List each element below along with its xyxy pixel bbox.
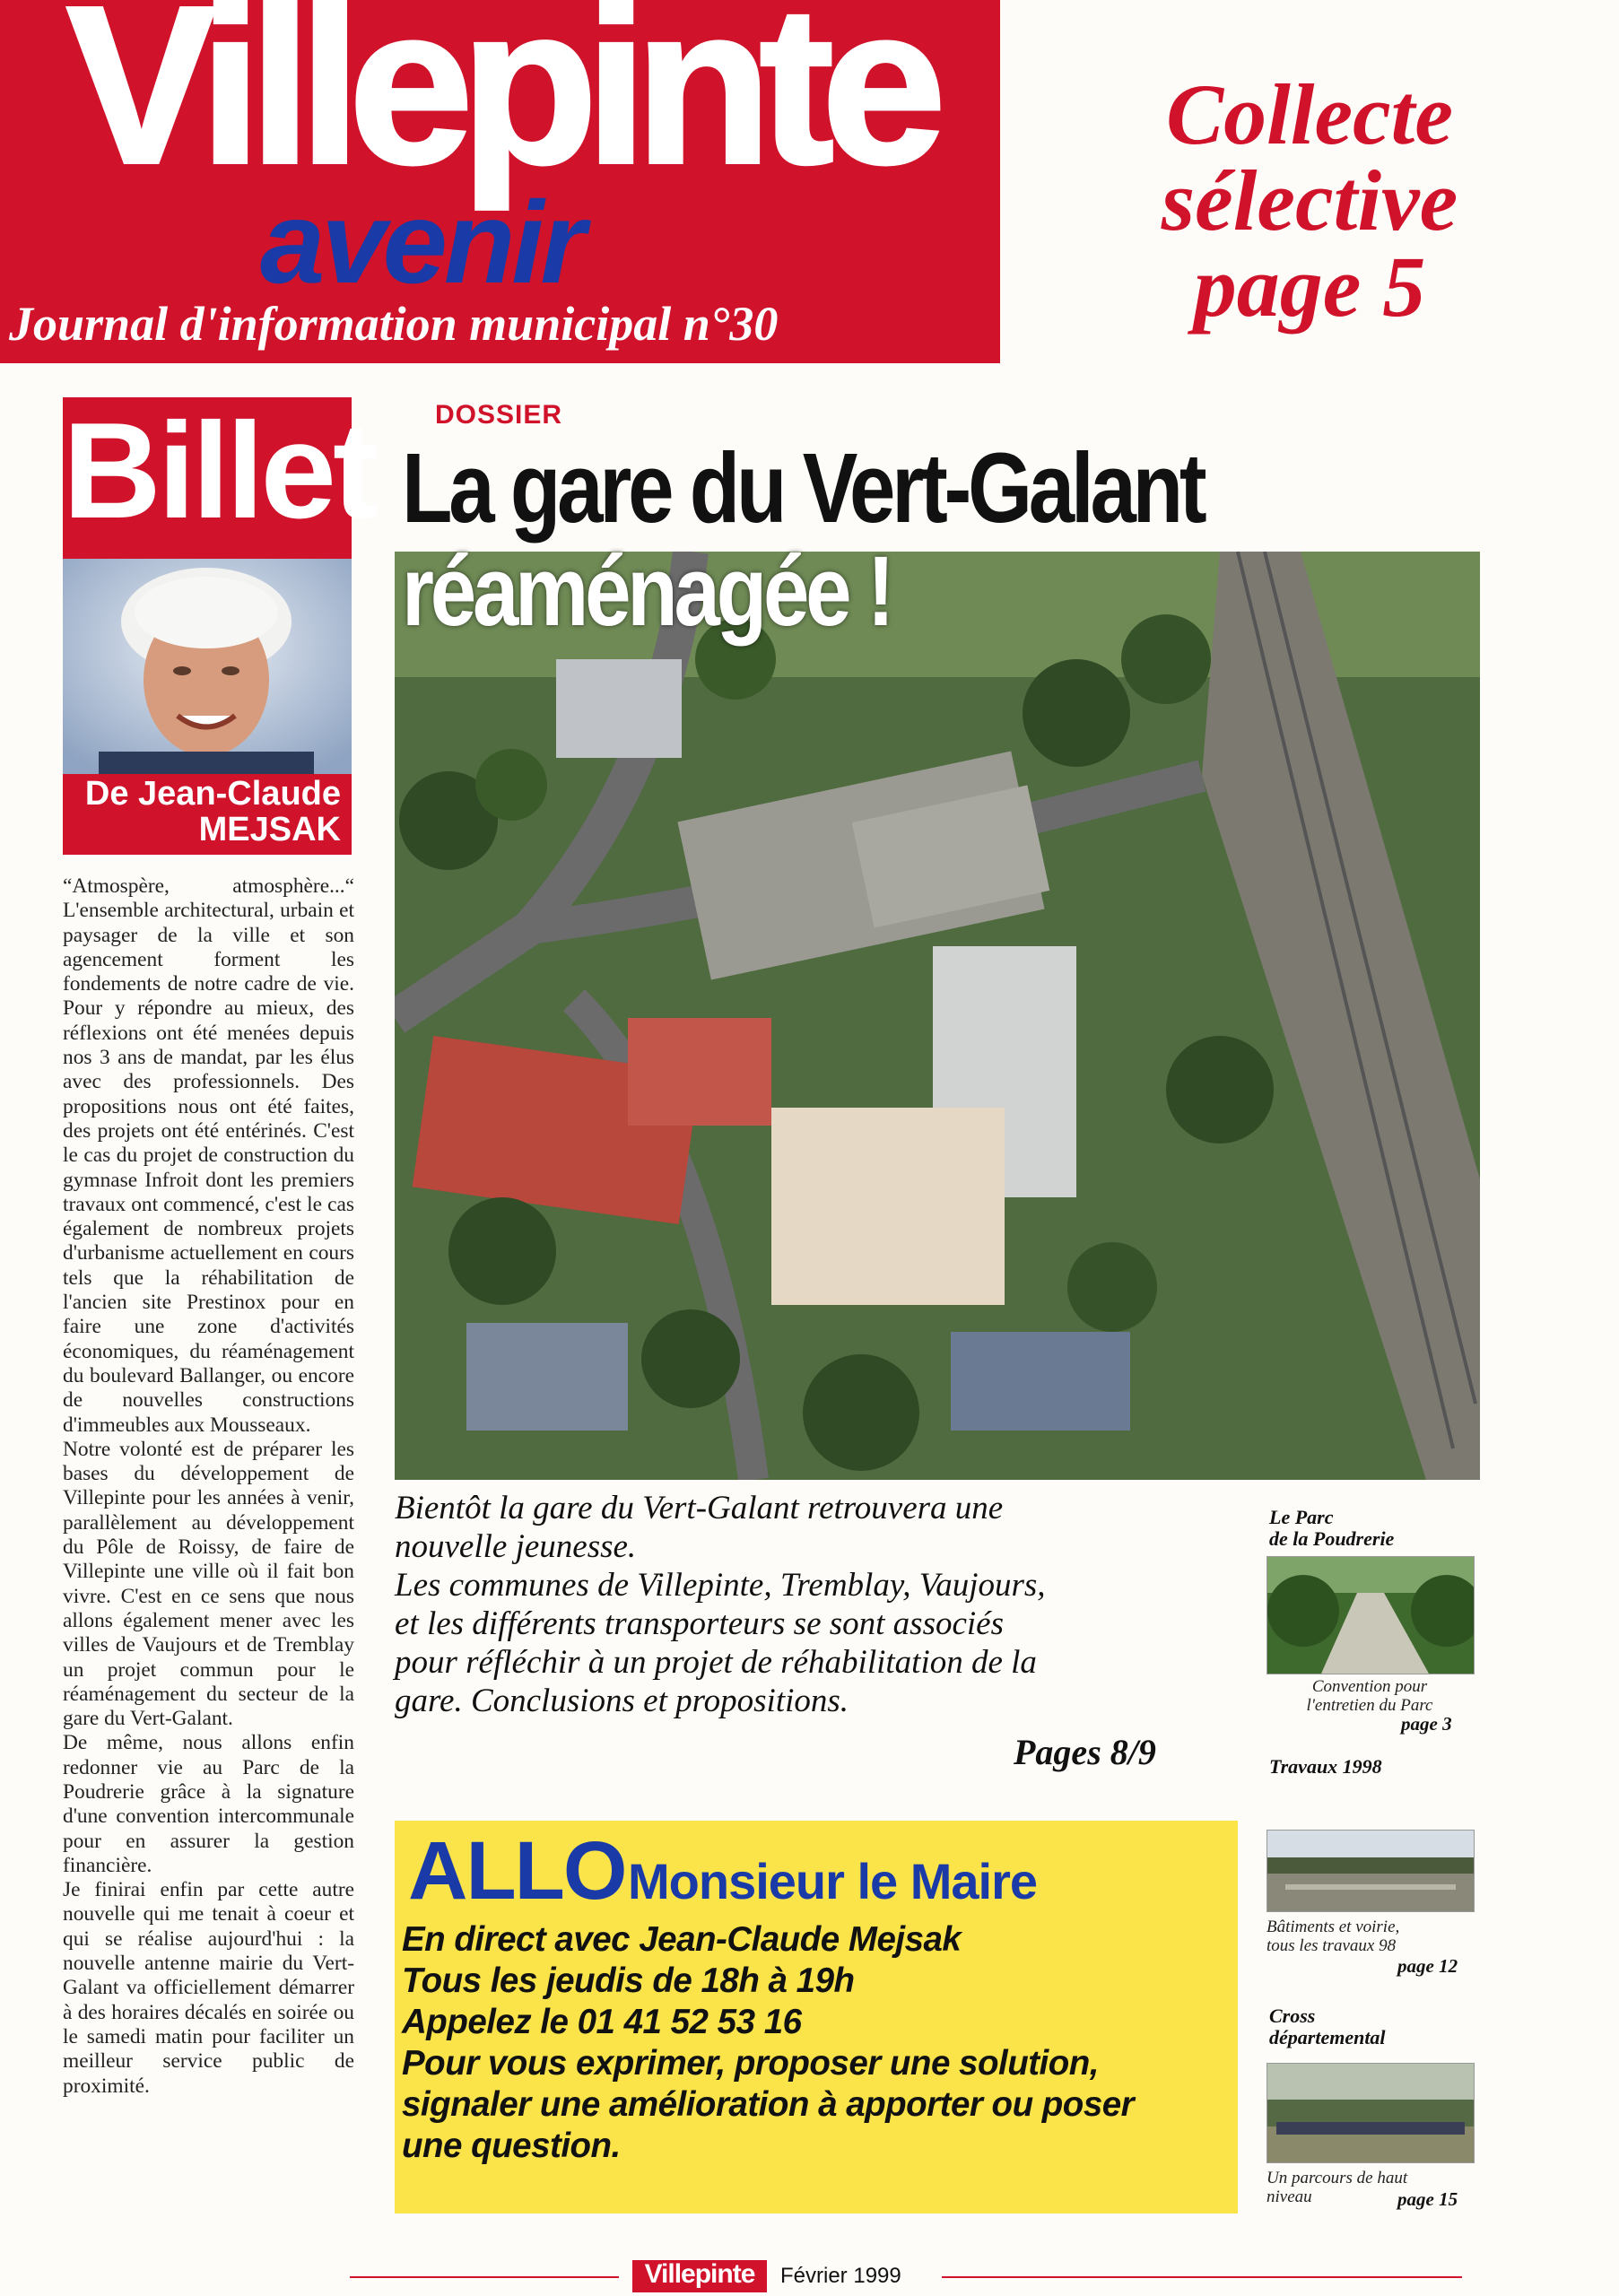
parc-thumbnail-photo (1266, 1556, 1475, 1674)
allo-details (402, 1919, 1232, 2167)
collecte-line-2: sélective (1161, 152, 1458, 248)
dossier-label: DOSSIER (435, 400, 563, 430)
intro-line: et les différents transporteurs se sont associés (395, 1605, 1004, 1642)
journal-subtitle: Journal d'information municipal n°30 (9, 297, 779, 351)
allo-subtitle: Monsieur le Maire (628, 1853, 1038, 1909)
footer-rule-left (350, 2276, 619, 2278)
parc-caption (1266, 1677, 1473, 1715)
parc-label-line-1: Le Parc (1269, 1506, 1334, 1528)
dossier-pages-ref[interactable]: Pages 8/9 (1014, 1732, 1156, 1772)
allo-line: signaler une amélioration à apporter ou poser (402, 2085, 1135, 2124)
travaux-caption (1266, 1918, 1473, 1955)
billet-title: Billet (63, 395, 375, 547)
footer-logo: Villepinte (644, 2259, 755, 2289)
allo-line: Tous les jeudis de 18h à 19h (402, 1961, 855, 2000)
collecte-teaser[interactable] (1005, 66, 1615, 335)
parc-label-line-2: de la Poudrerie (1269, 1527, 1395, 1550)
parc-caption-line-1: Convention pour (1311, 1677, 1428, 1696)
collecte-line-1: Collecte (1166, 66, 1453, 162)
collecte-line-3: page 5 (1193, 239, 1426, 335)
parc-label[interactable] (1269, 1507, 1394, 1550)
cross-label-line-1: Cross (1269, 2005, 1316, 2027)
allo-line: En direct avec Jean-Claude Mejsak (402, 1920, 962, 1959)
byline-line-2: MEJSAK (198, 810, 341, 848)
intro-line: nouvelle jeunesse. (395, 1528, 637, 1565)
billet-paragraph: De même, nous allons enfin redonner vie au Parc de la Poudrerie grâce à la signature d'une convention intercommunale pour en assurer la gestion financière. (63, 1731, 354, 1877)
allo-title: ALLO (408, 1825, 626, 1917)
cross-caption-line-2: niveau (1266, 2187, 1312, 2206)
masthead-logo: Villepinte (66, 0, 934, 210)
cross-caption-line-1: Un parcours de haut (1266, 2169, 1408, 2187)
billet-byline (63, 777, 341, 848)
billet-paragraph: Notre volonté est de préparer les bases du développement de Villepinte pour les années à venir, parallèlement au développement du Pôle de Roissy, de faire de Villepinte une ville où il fait bon vivre. C'est en ce sens que nous allons également mener avec les villes de Vaujours et de Tremblay un projet commun pour le réaménagement du secteur de la gare du Vert-Galant. (63, 1437, 354, 1731)
travaux-page-ref[interactable]: page 12 (1397, 1955, 1458, 1977)
byline-line-1: De Jean-Claude (84, 775, 341, 813)
intro-line: gare. Conclusions et propositions. (395, 1683, 849, 1719)
cross-label-line-2: départemental (1269, 2026, 1386, 2048)
intro-line: pour réfléchir à un projet de réhabilitation de la (395, 1644, 1037, 1681)
cross-thumbnail-photo (1266, 2063, 1475, 2163)
travaux-caption-line-2: tous les travaux 98 (1266, 1936, 1397, 1955)
mayor-portrait-photo (63, 559, 352, 774)
travaux-caption-line-1: Bâtiments et voirie, (1266, 1918, 1400, 1936)
travaux-thumbnail-photo (1266, 1830, 1475, 1912)
masthead-logo-sub: avenir (260, 177, 583, 308)
allo-line: une question. (402, 2126, 621, 2165)
billet-body-text (63, 874, 354, 2099)
dossier-intro (395, 1489, 1229, 1720)
parc-caption-line-2: l'entretien du Parc (1306, 1696, 1433, 1715)
footer-rule-right (942, 2276, 1462, 2278)
footer-date: Février 1999 (780, 2264, 901, 2288)
billet-paragraph: “Atmospère, atmosphère...“ L'ensemble architectural, urbain et paysager de la ville et son agencement forment les fondements de notre cadre de vie. Pour y répondre au mieux, des réflexions ont été menées depuis nos 3 ans de mandat, par les élus avec des professionnels. Des propositions nous ont été faites, des projets ont été entérinés. C'est le cas du projet de construction du gymnase Infroit dont les premiers travaux ont commencé, c'est le cas également de nombreux projets d'urbanisme actuellement en cours tels que la réhabilitation de l'ancien site Prestinox pour en faire une zone d'activités économiques, du réaménagement du boulevard Ballanger, ou encore de nouvelles constructions d'immeubles aux Mousseaux. (63, 874, 354, 1437)
dossier-headline-line-2[interactable]: réaménagée ! (402, 536, 892, 647)
aerial-station-photo (395, 552, 1480, 1480)
allo-phone[interactable]: Appelez le 01 41 52 53 16 (402, 2003, 802, 2041)
parc-page-ref[interactable]: page 3 (1401, 1713, 1452, 1735)
intro-line: Les communes de Villepinte, Tremblay, Vaujours, (395, 1567, 1046, 1604)
travaux-label[interactable]: Travaux 1998 (1269, 1755, 1382, 1778)
dossier-headline-line-1[interactable]: La gare du Vert-Galant (402, 433, 1204, 544)
billet-paragraph: Je finirai enfin par cette autre nouvelle qui me tenait à coeur et qui se réalise aujourd'hui : la nouvelle antenne mairie du Vert-Galant va officiellement démarrer à des horaires décalés en soirée ou le samedi matin pour faciliter un meilleur service public de proximité. (63, 1878, 354, 2098)
cross-page-ref[interactable]: page 15 (1397, 2188, 1458, 2210)
cross-label[interactable] (1269, 2005, 1386, 2048)
allo-line: Pour vous exprimer, proposer une solution, (402, 2044, 1099, 2083)
intro-line: Bientôt la gare du Vert-Galant retrouvera une (395, 1490, 1004, 1526)
